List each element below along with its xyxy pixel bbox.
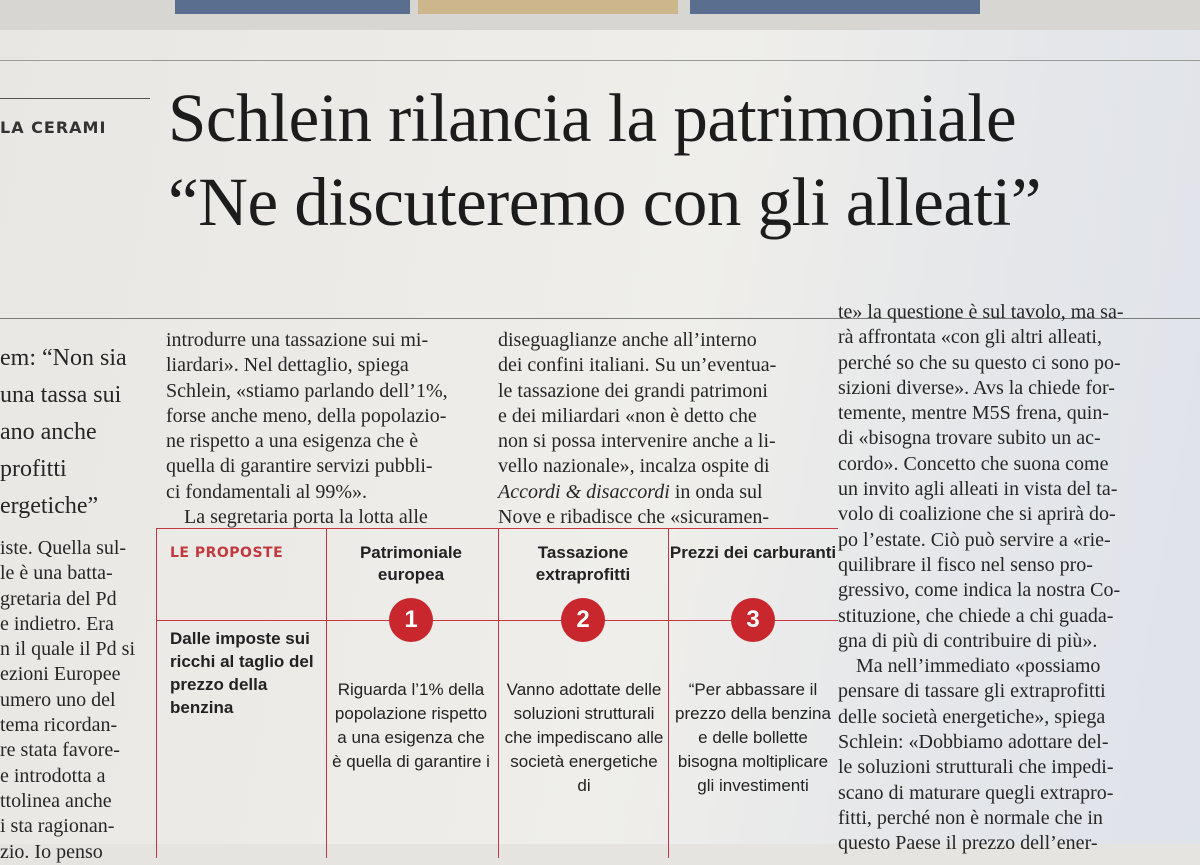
proposals-box xyxy=(156,528,838,858)
text-line: ezioni Europee xyxy=(0,663,121,686)
text-line: Ma nell’immediato «possiamo xyxy=(856,655,1101,678)
text-line: scano di maturare quegli extrapro- xyxy=(838,781,1114,804)
text-line: i sta ragionan- xyxy=(0,815,115,838)
text-line: gna di più di contribuire di più». xyxy=(838,629,1098,652)
text-line: ci fondamentali al 99%». xyxy=(166,480,368,503)
proposal-3-number-badge: 3 xyxy=(731,598,775,642)
text-line: re stata favore- xyxy=(0,739,120,762)
text-fragment: in onda sul xyxy=(669,480,763,503)
text-line: le tassazione dei grandi patrimoni xyxy=(498,379,768,402)
left-column-quote xyxy=(0,340,150,525)
text-line: perché so che su questo ci sono po- xyxy=(838,351,1121,374)
box-subtitle: Dalle imposte sui ricchi al taglio del prezzo della benzina xyxy=(170,629,314,717)
text-line: forse anche meno, della popolazio- xyxy=(166,404,447,427)
text-line: n il quale il Pd si xyxy=(0,638,135,661)
quote-line: ergetiche” xyxy=(0,493,99,519)
text-line: iste. Quella sul- xyxy=(0,537,127,559)
text-line: te» la questione è sul tavolo, ma sa- xyxy=(838,301,1124,323)
text-line: ne rispetto a una esigenza che è xyxy=(166,430,419,453)
article-column-2 xyxy=(498,328,820,530)
quote-line: ano anche xyxy=(0,419,97,445)
text-line: le soluzioni strutturali che impedi- xyxy=(838,756,1114,779)
top-rule xyxy=(0,60,1200,61)
tv-show-title: Accordi & disaccordi xyxy=(498,480,670,503)
text-line: temente, mentre M5S frena, quin- xyxy=(838,402,1110,425)
text-line: Schlein, «stiamo parlando dell’1%, xyxy=(166,379,448,402)
box-left-rule xyxy=(156,528,157,858)
text-line: zio. Io penso xyxy=(0,840,103,863)
text-line: e indietro. Era xyxy=(0,612,114,635)
text-line: Nove e ribadisce che «sicuramen- xyxy=(498,506,769,529)
quote-line: una tassa sui xyxy=(0,382,122,408)
article-column-1 xyxy=(166,328,488,530)
text-line: delle società energetiche», spiega xyxy=(838,705,1106,728)
proposal-3-title: Prezzi dei carburanti xyxy=(669,543,837,562)
quote-line: profitti xyxy=(0,456,67,482)
text-line: gretaria del Pd xyxy=(0,587,117,610)
proposal-1-text: Riguarda l’1% della popolazione rispetto a una esigenza che è quella di garantire i xyxy=(332,680,490,771)
proposal-2-title: Tassazione extraprofitti xyxy=(535,543,631,584)
left-column-body xyxy=(0,536,150,865)
box-top-rule xyxy=(156,528,838,529)
photo-edge-left xyxy=(175,0,410,14)
text-line: e introdotta a xyxy=(0,764,106,787)
text-line: diseguaglianze anche all’interno xyxy=(498,329,757,351)
photo-edge-center xyxy=(418,0,678,14)
proposal-2-number-badge: 2 xyxy=(561,598,605,642)
text-line: volo di coalizione che si aprirà do- xyxy=(838,503,1116,526)
text-line: quilibrare il fisco nel senso pro- xyxy=(838,553,1093,576)
text-line: quella di garantire servizi pubbli- xyxy=(166,455,433,478)
text-line xyxy=(498,480,820,505)
headline-line-2: “Ne discuteremo con gli alleati” xyxy=(168,164,1041,240)
proposal-1-title: Patrimoniale europea xyxy=(359,543,463,584)
text-line: liardari». Nel dettaglio, spiega xyxy=(166,354,409,377)
text-line: cordo». Concetto che suona come xyxy=(838,452,1109,475)
box-divider-3 xyxy=(668,528,669,858)
proposal-3-text: “Per abbassare il prezzo della benzina e delle bollette bisogna moltiplicare gli investimenti xyxy=(675,680,831,795)
box-title: LE PROPOSTE xyxy=(170,545,284,561)
text-line: rà affrontata «con gli altri alleati, xyxy=(838,326,1102,349)
text-line: fitti, perché non è normale che in xyxy=(838,806,1103,829)
text-line: non si possa intervenire anche a li- xyxy=(498,430,776,453)
text-line: pensare di tassare gli extraprofitti xyxy=(838,680,1106,703)
text-line: gressivo, come indica la nostra Co- xyxy=(838,579,1121,602)
text-line: e dei miliardari «non è detto che xyxy=(498,404,757,427)
article-column-3 xyxy=(838,300,1200,857)
text-line: sizioni diverse». Avs la chiede for- xyxy=(838,376,1115,399)
text-line: po l’estate. Ciò può servire a «rie- xyxy=(838,528,1111,551)
text-line: introdurre una tassazione sui mi- xyxy=(166,329,429,351)
text-line: Schlein: «Dobbiamo adottare del- xyxy=(838,731,1109,754)
headline-line-1: Schlein rilancia la patrimoniale xyxy=(168,80,1017,156)
text-line: umero uno del xyxy=(0,688,116,711)
byline: LA CERAMI xyxy=(0,118,107,137)
text-line: ttolinea anche xyxy=(0,789,112,812)
text-line: un invito agli alleati in vista del ta- xyxy=(838,478,1118,501)
proposal-1-number-badge: 1 xyxy=(389,598,433,642)
text-line: tema ricordan- xyxy=(0,714,118,737)
text-line: La segretaria porta la lotta alle xyxy=(184,506,428,529)
quote-line: em: “Non sia xyxy=(0,345,127,371)
text-line: vello nazionale», incalza ospite di xyxy=(498,455,770,478)
text-line: le è una batta- xyxy=(0,562,113,585)
byline-rule xyxy=(0,98,150,99)
text-line: dei confini italiani. Su un’eventua- xyxy=(498,354,777,377)
photo-edge-right xyxy=(690,0,980,14)
text-line: di «bisogna trovare subito un ac- xyxy=(838,427,1101,450)
proposal-2-text: Vanno adottate delle soluzioni strutturali che impediscano alle società energetiche di xyxy=(504,680,664,795)
text-line: stituzione, che chiede a chi guada- xyxy=(838,604,1114,627)
headline xyxy=(168,76,1178,244)
text-line: questo Paese il prezzo dell’ener- xyxy=(838,832,1098,855)
